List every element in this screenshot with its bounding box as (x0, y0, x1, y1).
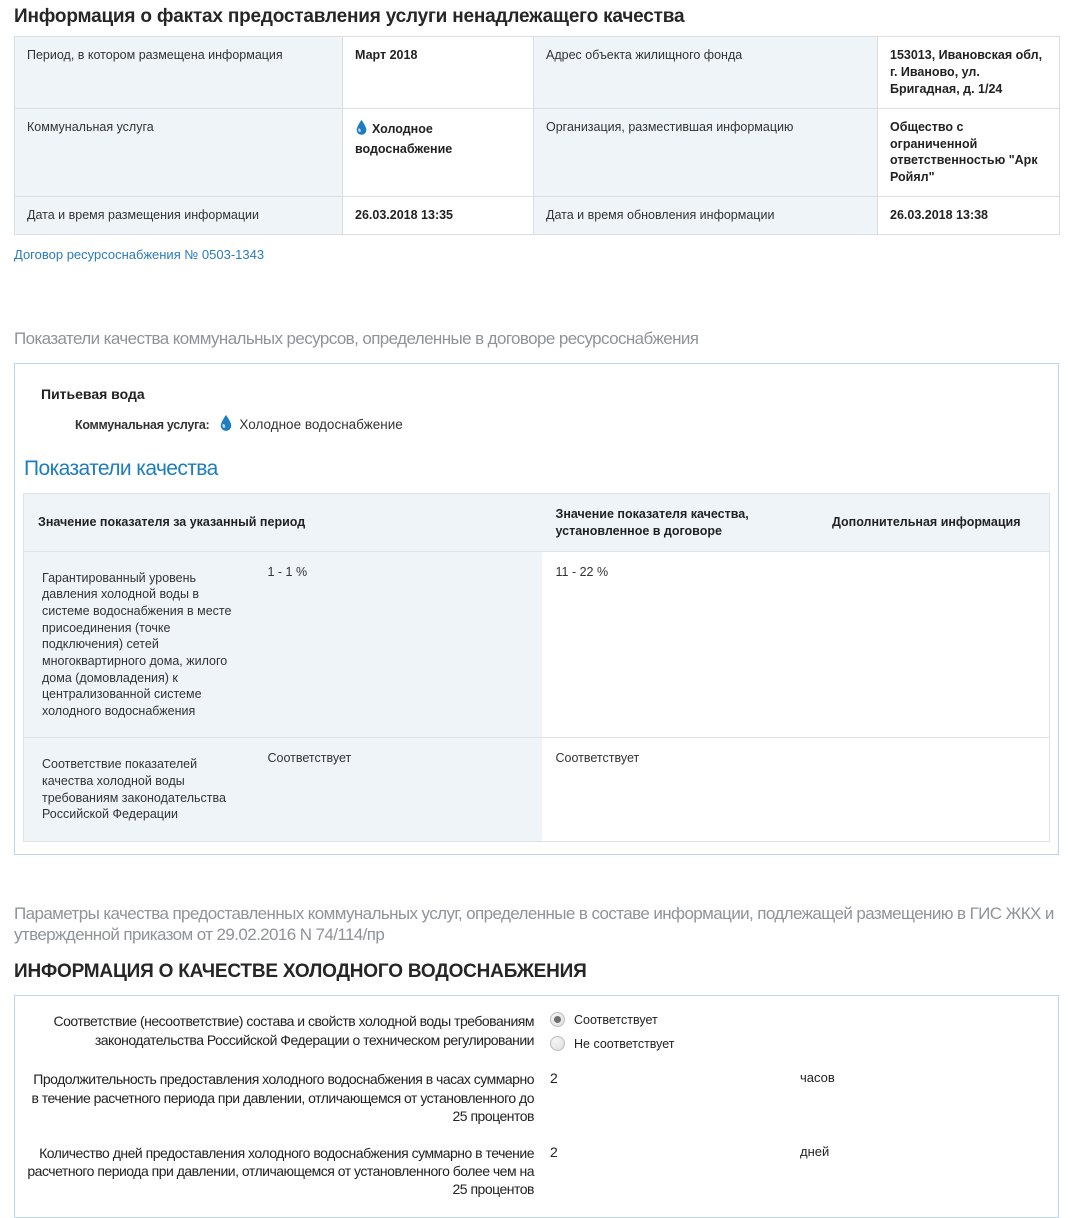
days-count-row (23, 1144, 1050, 1199)
service-value (343, 108, 534, 197)
water-drop-icon (355, 119, 368, 141)
service-line-label: Коммунальная услуга: (75, 417, 210, 432)
indicator-name: Соответствие показателей качества холодной воды требованиям законодательства Российской Федерации (24, 738, 254, 842)
duration-hours-control (550, 1070, 835, 1086)
radio-option-label: Не соответствует (574, 1036, 675, 1051)
cold-water-info-title: ИНФОРМАЦИЯ О КАЧЕСТВЕ ХОЛОДНОГО ВОДОСНАБЖЕНИЯ (14, 961, 587, 983)
placement-date-label: Дата и время размещения информации (15, 197, 343, 235)
resource-name: Питьевая вода (41, 386, 145, 403)
service-line-value: Холодное водоснабжение (239, 417, 403, 433)
organization-value: Общество с ограниченной ответственностью "Арк Ройял" (878, 108, 1060, 197)
indicator-additional (804, 551, 1050, 738)
table-row (15, 37, 1060, 109)
indicator-contract-value: Соответствует (542, 738, 804, 842)
table-row (24, 738, 1050, 842)
duration-hours-label: Продолжительность предоставления холодного водоснабжения в часах суммарно в течение расчетного периода при давлении, отличающемся от установленного до 25 процентов (31, 1071, 534, 1124)
placement-date-value: 26.03.2018 13:35 (343, 197, 534, 235)
page-title: Информация о фактах предоставления услуги ненадлежащего качества (14, 6, 685, 27)
indicator-period-value: 1 - 1 % (254, 551, 542, 738)
update-date-label: Дата и время обновления информации (534, 197, 878, 235)
info-table (14, 36, 1060, 235)
service-line (75, 414, 1050, 435)
quality-table (23, 493, 1050, 842)
indicator-period-value: Соответствует (254, 738, 542, 842)
radio-option-label: Соответствует (574, 1012, 658, 1027)
quality-panel (14, 363, 1059, 855)
address-label: Адрес объекта жилищного фонда (534, 37, 878, 109)
params-section-header: Параметры качества предоставленных коммунальных услуг, определенные в составе информации, подлежащей размещению в ГИС ЖКХ и утвержденной приказом от 29.02.2016 N 74/114/пр (14, 903, 1054, 945)
quality-section-header: Показатели качества коммунальных ресурсов, определенные в договоре ресурсоснабжения (14, 329, 699, 348)
days-count-control (550, 1144, 829, 1160)
service-value-text: Холодное водоснабжение (355, 121, 453, 156)
duration-hours-unit: часов (800, 1070, 835, 1086)
col-header-additional: Дополнительная информация (804, 494, 1050, 552)
compliance-label: Соответствие (несоответствие) состава и свойств холодной воды требованиям законодательства Российской Федерации о техническом регулировании (53, 1013, 534, 1048)
quality-table-header-row (24, 494, 1050, 552)
compliance-row (23, 1012, 1050, 1051)
table-row (15, 108, 1060, 197)
address-value: 153013, Ивановская обл, г. Иваново, ул. Бригадная, д. 1/24 (878, 37, 1060, 109)
table-row (24, 551, 1050, 738)
water-drop-icon (219, 414, 233, 435)
organization-label: Организация, разместившая информацию (534, 108, 878, 197)
days-count-value: 2 (550, 1143, 558, 1160)
period-value: Март 2018 (343, 37, 534, 109)
radio-option-non-compliant[interactable] (550, 1036, 675, 1051)
compliance-radio-group (550, 1012, 675, 1051)
days-count-unit: дней (800, 1143, 830, 1159)
indicators-title: Показатели качества (24, 457, 218, 481)
radio-unselected-icon[interactable] (550, 1036, 565, 1051)
service-label: Коммунальная услуга (15, 108, 343, 197)
radio-selected-icon[interactable] (550, 1012, 565, 1027)
duration-hours-value: 2 (550, 1070, 558, 1087)
indicator-contract-value: 11 - 22 % (542, 551, 804, 738)
contract-link[interactable]: Договор ресурсоснабжения № 0503-1343 (14, 247, 265, 262)
update-date-value: 26.03.2018 13:38 (878, 197, 1060, 235)
params-panel (14, 995, 1059, 1217)
period-label: Период, в котором размещена информация (15, 37, 343, 109)
indicator-additional (804, 738, 1050, 842)
radio-option-compliant[interactable] (550, 1012, 658, 1027)
col-header-contract: Значение показателя качества, установленное в договоре (542, 494, 804, 552)
days-count-label: Количество дней предоставления холодного водоснабжения суммарно в течение расчетного периода при давлении, отличающемся от установленного более чем на 25 процентов (27, 1144, 534, 1198)
col-header-period: Значение показателя за указанный период (24, 494, 542, 552)
table-row (15, 197, 1060, 235)
duration-hours-row (23, 1070, 1050, 1125)
indicator-name: Гарантированный уровень давления холодной воды в системе водоснабжения в месте присоединения (точке подключения) сетей многоквартирного дома, жилого дома (домовладения) к централизованной системе холодного водоснабжения (24, 551, 254, 738)
